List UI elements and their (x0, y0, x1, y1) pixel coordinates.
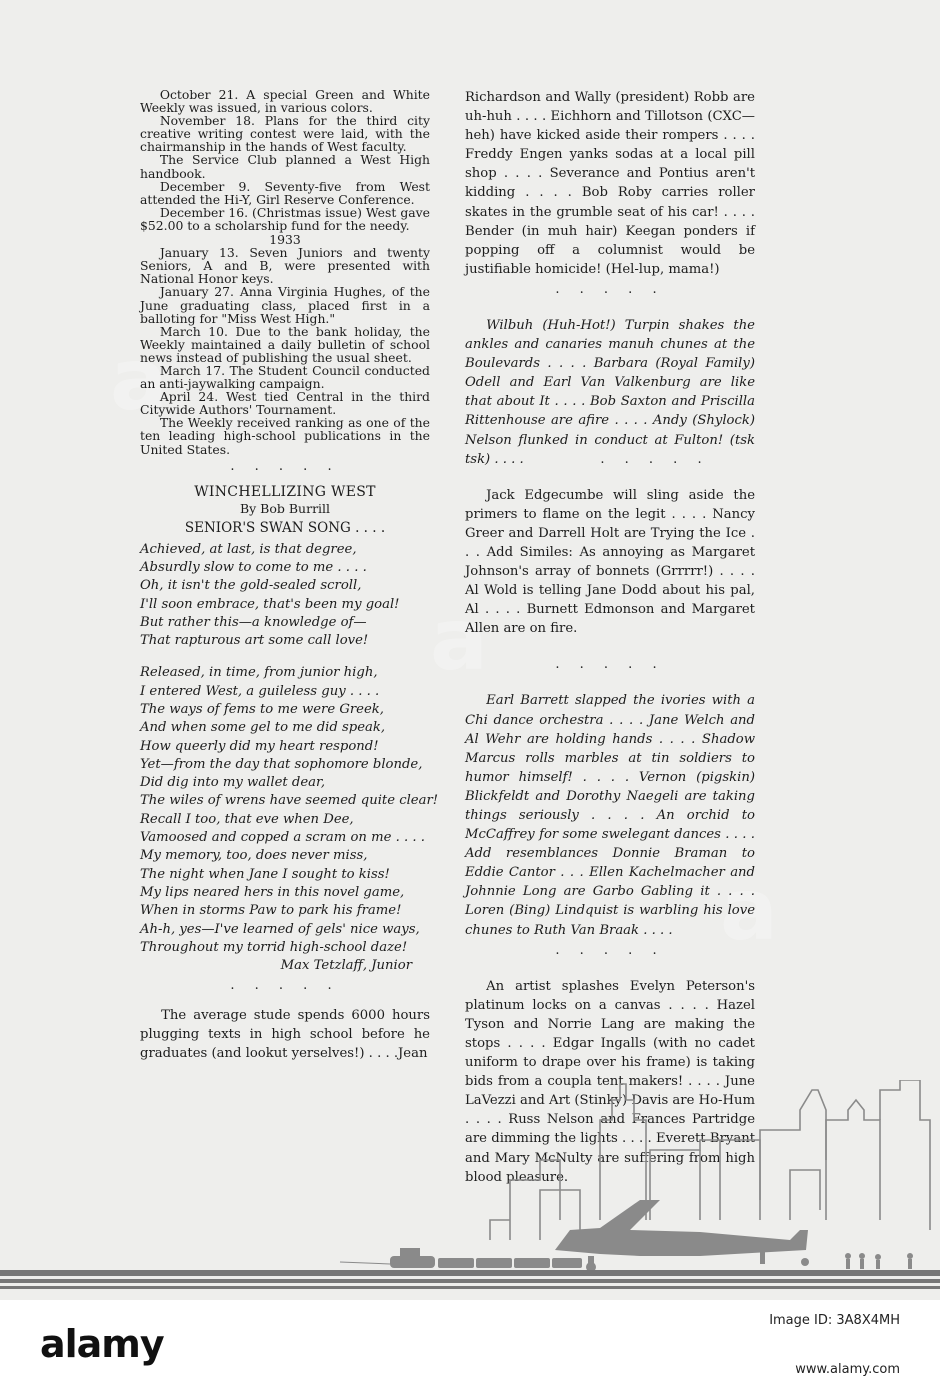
poem-line: My lips neared hers in this novel game, (140, 884, 405, 900)
poem-line: Ah-h, yes—I've learned of gels' nice ways, (140, 921, 420, 937)
watermark: a (110, 330, 167, 430)
poem-title: SENIOR'S SWAN SONG . . . . (184, 519, 386, 536)
gossip-paragraph: Earl Barrett slapped the ivories with a Chi dance orchestra . . . . Jane Welch and Al Wehr are holding hands . . . . Shadow Marcus rolls marbles at tin soldiers to humor himself! . . . . Vernon (pigskin) Blickfeldt and Dorothy Naegeli are taking things seriously . . . . An orchid to McCaffrey for some swelegant dances . . . . Add resemblances Donnie Braman to Eddie Cantor . . . Ellen Kachelmacher and Johnnie Long are Garbo Gabling it . . . . Loren (Bing) Lindquist is warbling his love chunes to Ruth Van Braak . . . . (465, 693, 755, 938)
poem-stanza (140, 664, 439, 957)
section-separator: . . . . . (230, 978, 340, 994)
chronicle-entry: The Service Club planned a West High handbook. (140, 152, 430, 181)
chronicle-entry: December 9. Seventy-five from West attended the Hi-Y, Girl Reserve Conference. (140, 178, 430, 207)
poem-line: That rapturous art some call love! (140, 633, 369, 649)
poem-line: Did dig into my wallet dear, (140, 775, 326, 791)
poem-line: Absurdly slow to come to me . . . . (140, 559, 367, 575)
poem-line: I'll soon embrace, that's been my goal! (140, 596, 400, 612)
chronicle-entry: March 17. The Student Council conducted an anti-jaywalking campaign. (140, 362, 430, 392)
poem-line: But rather this—a knowledge of— (140, 614, 367, 630)
poem-line: Throughout my torrid high-school daze! (140, 939, 408, 955)
chronicle-entry: November 18. Plans for the third city creative writing contest were laid, with the chairmanship in the hands of West faculty. (140, 113, 430, 155)
skyline-illustration (0, 1080, 940, 1300)
poem-stanza (140, 541, 430, 651)
chronicle-entry: January 13. Seven Juniors and twenty Seniors, A and B, were presented with National Honor keys. (140, 245, 430, 287)
site-link[interactable]: www.alamy.com (795, 1362, 900, 1377)
poem-line: I entered West, a guileless guy . . . . (140, 683, 380, 699)
chronicle-entry: December 16. (Christmas issue) West gave $52.00 to a scholarship fund for the needy. (140, 204, 430, 233)
poem-line: Vamoosed and copped a scram on me . . . . (140, 830, 425, 846)
gossip-paragraph: Wilbuh (Huh-Hot!) Turpin shakes the ankles and canaries manuh chunes at the Boulevards . . . . Barbara (Royal Family) Odell and Earl Van Valkenburg are like that about It . . . . Bob Saxton and Priscilla Rittenhouse are afire . . . . Andy (Shylock) Nelson flunked in conduct at Fulton! (tsk tsk) . . . . (465, 317, 755, 467)
poem-line: The wiles of wrens have seemed quite clear! (140, 793, 439, 809)
poem-line: Recall I too, that eve when Dee, (140, 811, 354, 827)
right-column (465, 88, 755, 1187)
poem-line: Oh, it isn't the gold-sealed scroll, (140, 578, 362, 594)
section-separator: . . . . . (230, 458, 340, 474)
gossip-paragraph: An artist splashes Evelyn Peterson's platinum locks on a canvas . . . . Hazel Tyson and Norrie Lang are making the stops . . . . Edgar Ingalls (with no cadet uniform to drape over his frame) is taking bids from a coupla tent makers! . . . . June LaVezzi and Art (Stinky) Davis are Ho-Hum . . . . Russ Nelson and Frances Partridge are dimming the lights . . . . Everett Bryant and Mary McNulty are suffering from high blood pleasure. (465, 978, 755, 1185)
poem-line: The night when Jane I sought to kiss! (140, 866, 390, 882)
poem-line: Released, in time, from junior high, (140, 665, 378, 681)
chronicle-entry: April 24. West tied Central in the third Citywide Authors' Tournament. (140, 389, 430, 418)
chronicle-entry: January 27. Anna Virginia Hughes, of the June graduating class, placed first in a balloting for "Miss West High." (140, 284, 430, 326)
year-heading: 1933 (269, 232, 301, 248)
chronicle-entry: The Weekly received ranking as one of the ten leading high-school publications in the United States. (140, 415, 430, 457)
chronicle-entry: March 10. Due to the bank holiday, the Weekly maintained a daily bulletin of school news instead of publishing the usual sheet. (140, 323, 430, 365)
left-column (140, 87, 439, 1063)
section-separator: . . . . . (555, 657, 665, 673)
watermark: a (720, 860, 777, 960)
image-id: Image ID: 3A8X4MH (769, 1313, 900, 1328)
byline: By Bob Burrill (239, 500, 331, 516)
section-separator: . . . . . (600, 451, 710, 467)
brand-logo[interactable]: alamy (40, 1322, 164, 1366)
gossip-paragraph: Richardson and Wally (president) Robb are uh-huh . . . . Eichhorn and Tillotson (CXC—heh) have kicked aside their rompers . . . . Freddy Engen yanks sodas at a local pill shop . . . . Severance and Pontius aren't kidding . . . . Bob Roby carries roller skates in the grumble seat of his car! . . . . Bender (in muh hair) Keegan ponders if popping off a columnist would be justifiable homicide! (Hel-lup, mama!) (465, 90, 755, 277)
chronicle-entry: October 21. A special Green and White Weekly was issued, in various colors. (140, 87, 430, 116)
stock-footer (0, 1300, 940, 1390)
poem-line: The ways of fems to me were Greek, (140, 702, 384, 717)
column-title: WINCHELLIZING WEST (194, 483, 376, 500)
closing-paragraph: The average stude spends 6000 hours plugging texts in high school before he graduates (and lookut yerselves!) . . . .Jean (140, 1008, 430, 1062)
poem-author: Max Tetzlaff, Junior (280, 958, 412, 974)
section-separator: . . . . . (555, 942, 665, 958)
watermark: a (430, 590, 487, 690)
poem-line: How queerly did my heart respond! (140, 738, 379, 754)
poem-line: When in storms Paw to park his frame! (140, 903, 402, 919)
poem-line: Yet—from the day that sophomore blonde, (140, 756, 423, 772)
poem-line: Achieved, at last, is that degree, (140, 541, 357, 557)
poem-line: My memory, too, does never miss, (140, 848, 368, 864)
section-separator: . . . . . (555, 281, 665, 297)
gossip-paragraph: Jack Edgecumbe will sling aside the primers to flame on the legit . . . . Nancy Greer and Darrell Holt are Trying the Ice . . . Add Similes: As annoying as Margaret Johnson's array of bonnets (Grrrrr!) . . . . Al Wold is telling Jane Dodd about his pal, Al . . . . Burnett Edmonson and Margaret Allen are on fire. (465, 487, 755, 637)
poem-line: And when some gel to me did speak, (140, 720, 386, 736)
